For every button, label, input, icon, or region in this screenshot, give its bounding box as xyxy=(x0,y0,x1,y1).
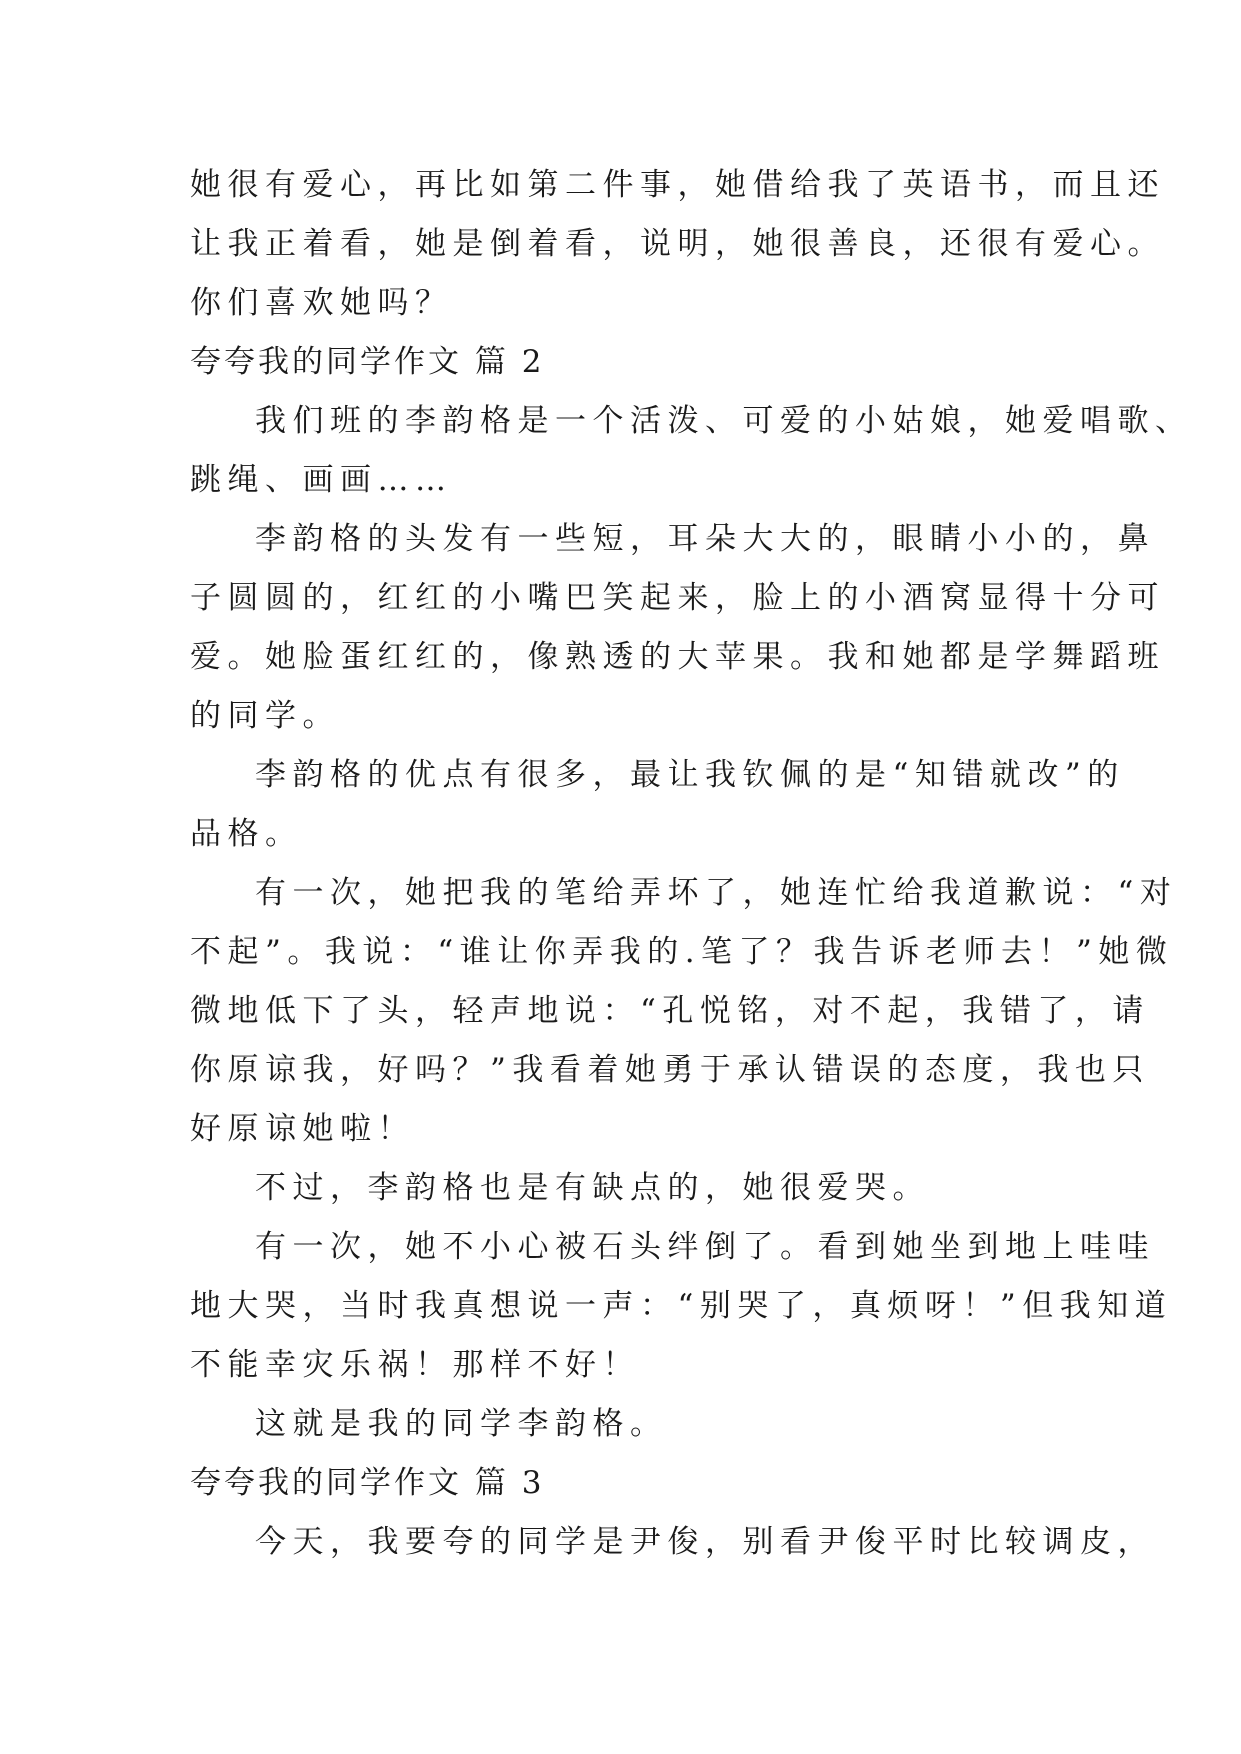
paragraph-line: 你们喜欢她吗？ xyxy=(190,285,453,321)
paragraph-line: 爱。她脸蛋红红的，像熟透的大苹果。我和她都是学舞蹈班 xyxy=(190,639,1165,675)
section-heading: 夸夸我的同学作文 篇 3 xyxy=(190,1465,545,1501)
paragraph-line: 有一次，她不小心被石头绊倒了。看到她坐到地上哇哇 xyxy=(255,1229,1155,1265)
section-heading: 夸夸我的同学作文 篇 2 xyxy=(190,344,545,380)
paragraph-line: 她很有爱心，再比如第二件事，她借给我了英语书，而且还 xyxy=(190,167,1165,203)
paragraph-line: 跳绳、画画…… xyxy=(190,462,453,498)
paragraph-line: 今天，我要夸的同学是尹俊，别看尹俊平时比较调皮， xyxy=(255,1524,1155,1560)
paragraph-line: 不过，李韵格也是有缺点的，她很爱哭。 xyxy=(255,1170,930,1206)
paragraph-line: 地大哭，当时我真想说一声：“别哭了，真烦呀！”但我知道 xyxy=(190,1288,1173,1324)
paragraph-line: 这就是我的同学李韵格。 xyxy=(255,1406,668,1442)
paragraph-line: 有一次，她把我的笔给弄坏了，她连忙给我道歉说：“对 xyxy=(255,875,1178,911)
paragraph-line: 微地低下了头，轻声地说：“孔悦铭，对不起，我错了，请 xyxy=(190,993,1150,1029)
paragraph-line: 子圆圆的，红红的小嘴巴笑起来，脸上的小酒窝显得十分可 xyxy=(190,580,1165,616)
paragraph-line: 不能幸灾乐祸！那样不好！ xyxy=(190,1347,640,1383)
paragraph-line: 好原谅她啦！ xyxy=(190,1111,415,1147)
paragraph-line: 让我正着看，她是倒着看，说明，她很善良，还很有爱心。 xyxy=(190,226,1165,262)
paragraph-line: 李韵格的优点有很多，最让我钦佩的是“知错就改”的 xyxy=(255,757,1125,793)
paragraph-line: 不起”。我说：“谁让你弄我的.笔了？我告诉老师去！”她微 xyxy=(190,934,1174,970)
paragraph-line: 品格。 xyxy=(190,816,303,852)
paragraph-line: 你原谅我，好吗？”我看着她勇于承认错误的态度，我也只 xyxy=(190,1052,1150,1088)
paragraph-line: 李韵格的头发有一些短，耳朵大大的，眼睛小小的，鼻 xyxy=(255,521,1155,557)
paragraph-line: 的同学。 xyxy=(190,698,340,734)
paragraph-line: 我们班的李韵格是一个活泼、可爱的小姑娘，她爱唱歌、 xyxy=(255,403,1193,439)
